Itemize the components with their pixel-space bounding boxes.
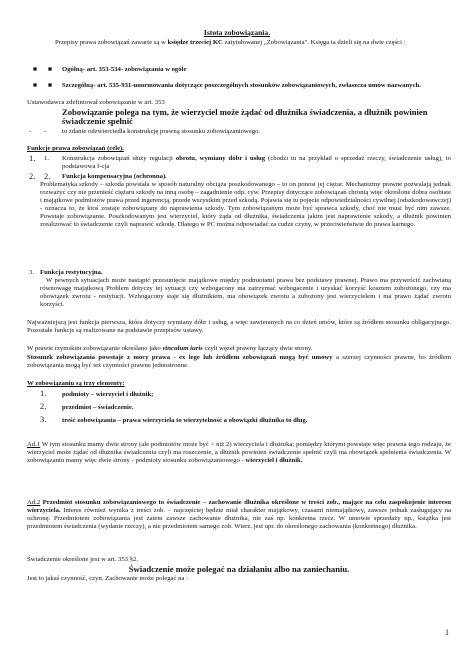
roman-law-term: vinculum iuris bbox=[162, 345, 203, 352]
intro-rest: zatytułowanej „Zobowiązania". Księga ta dzieli się na dwie części : bbox=[224, 39, 406, 46]
dash-note: to zdanie odzwierciedla konstrukcję prawną stosunku zobowiązaniowego. bbox=[62, 128, 261, 135]
closing-heading: Świadczenie może polegać na działaniu albo na zaniechaniu. bbox=[128, 564, 350, 574]
ad1-label: Ad.1 bbox=[27, 441, 41, 448]
element-number: 3. bbox=[40, 415, 47, 424]
ad1-paragraph bbox=[27, 441, 451, 465]
intro-lead: Przepisy prawa zobowiązań zawarte są w bbox=[55, 39, 166, 46]
function-number: 2. bbox=[29, 172, 36, 181]
roman-law-text: W prawie rzymskim zobowiązanie określano jako bbox=[27, 345, 161, 352]
function-number-inline: 2. bbox=[44, 172, 51, 181]
page-title: Istota zobowiązania. bbox=[203, 28, 271, 37]
ad2-paragraph bbox=[27, 499, 451, 531]
function-number-inline: 1. bbox=[44, 155, 50, 162]
function-2-heading: Funkcja kompensacyjna (ochronna). bbox=[62, 173, 167, 180]
square-bullet-icon: ■ bbox=[48, 66, 53, 73]
function-3-heading: Funkcja restytucyjna. bbox=[40, 269, 103, 276]
arising-rest: a szerzej czynności prawne, bo źródłem zobowiązania mogą być też czynności prawne jednostronne. bbox=[27, 354, 451, 369]
element-number: 1. bbox=[40, 389, 47, 398]
intro-book: księdze trzeciej KC bbox=[167, 39, 223, 46]
ad1-bold: wierzyciel i dłużnik. bbox=[245, 457, 303, 464]
square-bullet-icon: ■ bbox=[33, 82, 38, 89]
function-number: 1. bbox=[29, 154, 36, 163]
function-number: 3. bbox=[29, 269, 35, 276]
ad2-label: Ad.2 bbox=[27, 499, 41, 506]
ad1-text: W tym stosunku mamy dwie strony (ale podmiotów może być > niż 2) wierzyciela i dłużnika; pomiędzy którymi powstaje więc prawna tego rodzaju, że wierzyciel może żądać od dłużnika świadczenia czyli ma roszczenie, a dłużnik powinien świadczenie spełnić czyli ma obowiązek spełnienia świadczenia. W zobowiązaniu mamy więc dwie strony - podmioty stosunku zobowiązaniowego - bbox=[27, 441, 451, 464]
element-2: przedmiot – świadczenie. bbox=[62, 404, 134, 411]
functions-heading: Funkcje prawa zobowiązań (cele). bbox=[27, 145, 124, 152]
part-specific: Szczególną- art. 535-931-unormowania dotyczące poszczególnych stosunków zobowiązaniowych, zwłaszcza umów nazwanych. bbox=[62, 82, 421, 89]
function-1-text: Konstrukcja zobowiązań służy regulacji bbox=[62, 155, 173, 162]
function-2-body: Problematyka szkody – szkoda powstała w sposób naturalny obciąża poszkodowanego – to on ponosi jej ciężar. Mechanizmy prawne pozwalają jednak rozważyć czy nie przenieść ciężaru szkody na inną osobę – zagadnienie odp. cyw. Przepisy dotyczące zobowiązań chronią więc określone dobra osobiste i majątkowe podmiotów prawa przed ingerencją, przede wszystkim przed szkodą. Pojawia się tu pojęcie odpowiedzialności cywilnej (odszkodowawczej) - oznacza to, że ktoś zostaje zobowiązany do naprawienia szkody. Tym zobowiązanym może być sprawca szkody, choć nie musi być nim zawsze. Powstaje zobowiązanie. Poszkodowanym jest wierzyciel, który żąda od dłużnika, świadczenia jakim jest naprawienie szkody, a dłużnik powinien zrealizować to świadczenie czyli naprawić szkodę. Dlatego w PC można odpowiadać za cudze czyny, w przeciwieństwie do prawa karnego. bbox=[40, 181, 451, 228]
function-1-rest: (chodzi tu na przykład o sprzedaż rzeczy, świadczenie usług), to podstawowa f-cja bbox=[62, 155, 451, 170]
importance-paragraph: Najważniejszą jest funkcja pierwsza, która dotyczy wymiany dóbr i usług, a więc zawieranych na co dzień umów, które są źródłem stosunku obligacyjnego. Pozostałe funkcje są realizowane na podstawie przepisów ustawy. bbox=[27, 319, 451, 334]
arising-bold: Stosunek zobowiązania powstaje z mocy prawa - ex lege lub źródłem zobowiązań mogą być umowy bbox=[27, 354, 333, 361]
ad2-text: Interes również wynika z treści zob. – najczęściej będzie miał charakter majątkowy, czasami niemajątkowy, zawsze jednak zasługujący na ochronę. Przedmiotem zobowiązania jest zatem zawsze zachowanie dłużnika, nie zaś np. konkretna rzecz. W umowie sprzedaży np., książka jest przedmiotem świadczenia (wydanie rzeczy), a nie przedmiotem samego zob. Wierz. jest upr. do określonego zachowania (konkretnego) dłużnika. bbox=[27, 507, 452, 530]
definition-intro: Ustawodawca zdefiniował zobowiązanie w art. 353 bbox=[27, 99, 165, 106]
square-bullet-icon: ■ bbox=[48, 82, 53, 89]
ad2-bold: Przedmiot stosunku zobowiązaniowego to świadczenie – zachowanie dłużnika określone w treści zob., mające na celu zaspokojenie interesu wierzyciela. bbox=[27, 499, 452, 514]
function-3-body: W pewnych sytuacjach może nastąpić przesunięcie majątkowe między podmiotami prawa bez podstawy prawnej. Prawo ma przywrócić zachwianą równowagę majątkową Problem dotyczy tej sytuacji czy wzbogacony ma zatrzymać wzbogacenie i uzyskać korzyść kosztem zubożonego, czy ma obowiązek zwrotu - restytucji. Wzbogacony staje się dłużnikiem, ma obowiązek zwrotu a zubożony jest wierzycielem i ma prawo żądać zwrotu korzyści. bbox=[40, 277, 451, 308]
element-3: treść zobowiązania – prawa wierzyciela to wierzytelność a obowiązki dłużnika to dług. bbox=[62, 417, 308, 424]
page-number: 1 bbox=[445, 628, 449, 637]
dash-marker: - bbox=[44, 128, 47, 135]
square-bullet-icon: ■ bbox=[33, 66, 38, 73]
function-1-bold: obrotu, wymiany dóbr i usług bbox=[175, 155, 266, 162]
element-number: 2. bbox=[40, 402, 47, 411]
elements-heading: W zobowiązaniu są trzy elementy: bbox=[27, 380, 125, 387]
roman-law-rest: czyli węzeł prawny łączący dwie strony. bbox=[204, 345, 313, 352]
part-general: Ogólną- art. 353-534- zobowiązania w ogóle bbox=[62, 66, 187, 73]
definition-quote: Zobowiązanie polega na tym, że wierzyciel może żądać od dłużnika świadczenia, a dłużnik powinien świadczenie spełnić bbox=[62, 107, 428, 126]
function-1 bbox=[62, 155, 451, 171]
arising-paragraph bbox=[27, 354, 451, 370]
ad2-tail: Świadczenie określone jest w art. 353 §2. bbox=[27, 556, 139, 563]
dash-marker: - bbox=[29, 128, 32, 135]
roman-law-paragraph bbox=[27, 345, 451, 353]
closing-text: Jest to jakaś czynność, czyn. Zachowanie może polegać na : bbox=[27, 575, 188, 582]
intro-paragraph bbox=[27, 39, 451, 47]
element-1: podmioty – wierzyciel i dłużnik; bbox=[62, 391, 154, 398]
